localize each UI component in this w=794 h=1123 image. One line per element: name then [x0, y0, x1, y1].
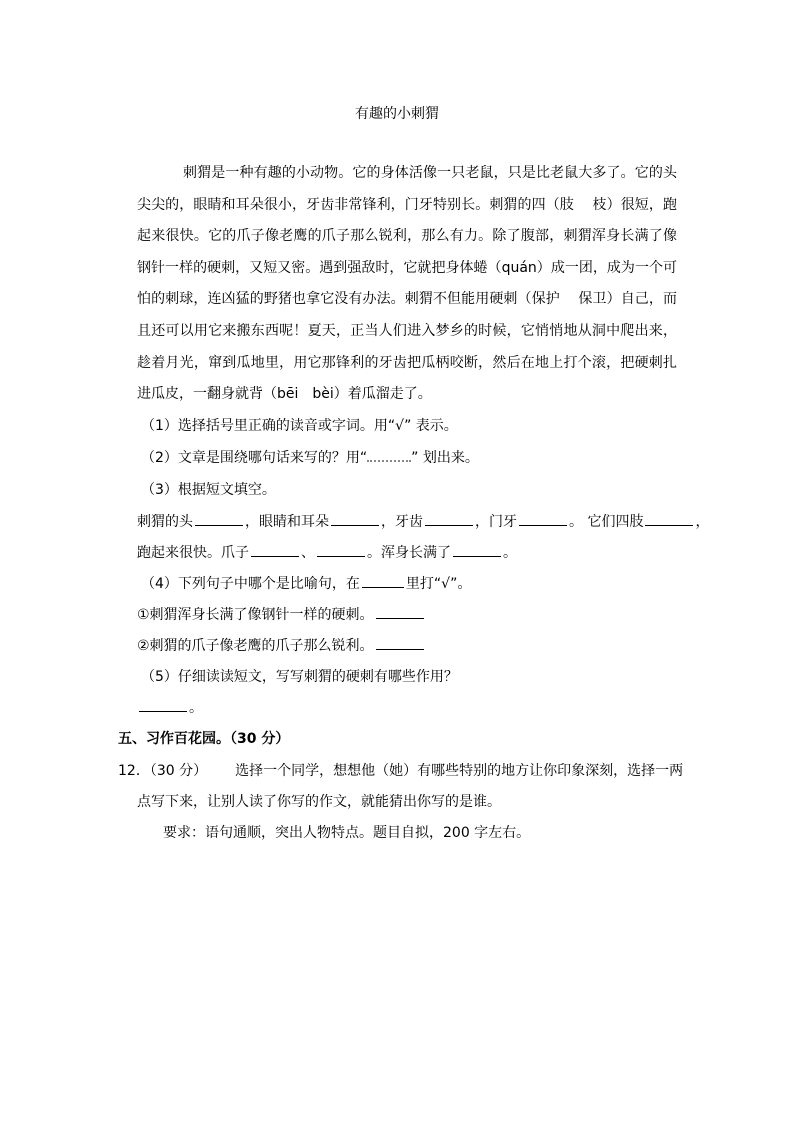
option-text: ①刺猬浑身长满了像钢针一样的硬刺。 — [137, 607, 374, 623]
fill-text: ，眼睛和耳朵 — [245, 514, 329, 530]
option-1 — [137, 604, 426, 624]
answer-blank[interactable] — [376, 637, 424, 650]
question-2-suffix: ” 划出来。 — [411, 450, 479, 466]
question-2 — [141, 447, 479, 467]
question-4-suffix: 里打“√”。 — [405, 576, 472, 592]
question-12-requirement: 要求：语句通顺，突出人物特点。题目自拟，200 字左右。 — [163, 825, 531, 841]
wavy-underline-mark — [367, 450, 411, 462]
passage-line: 起来很快。它的爪子像老鹰的爪子那么锐利，那么有力。除了腹部，刺猬浑身长满了像 — [137, 228, 677, 245]
passage-line: 进瓜皮，一翻身就背（bēi bèi）着瓜溜走了。 — [137, 386, 432, 403]
fill-text: 。 — [189, 700, 203, 716]
option-text: ②刺猬的爪子像老鹰的爪子那么锐利。 — [137, 638, 374, 654]
answer-blank[interactable] — [195, 513, 243, 526]
fill-line-2 — [137, 542, 517, 562]
question-5-answer — [137, 697, 203, 717]
passage-line: 趁着月光，窜到瓜地里，用它那锋利的牙齿把瓜柄咬断，然后在地上打个滚，把硬刺扎 — [137, 354, 677, 371]
answer-blank[interactable] — [362, 575, 404, 588]
section-heading: 五、习作百花园。（30 分） — [118, 731, 290, 747]
fill-text: 。 — [503, 545, 517, 561]
question-12 — [118, 760, 683, 780]
answer-blank[interactable] — [376, 606, 424, 619]
passage-paragraph — [137, 158, 677, 411]
question-3: （3）根据短文填空。 — [141, 482, 276, 498]
answer-blank[interactable] — [139, 699, 187, 712]
fill-text: ，牙齿 — [381, 514, 423, 530]
question-12-text: 选择一个同学，想想他（她）有哪些特别的地方让你印象深刻，选择一两 — [235, 763, 684, 779]
passage-line: 刺猬是一种有趣的小动物。它的身体活像一只老鼠，只是比老鼠大多了。它的头 — [183, 165, 677, 181]
question-5: （5）仔细读读短文，写写刺猬的硬刺有哪些作用？ — [141, 669, 458, 685]
question-number: 12．（30 分） — [118, 763, 208, 779]
question-4 — [141, 573, 471, 593]
passage-title: 有趣的小刺猬 — [355, 106, 439, 122]
passage-line: 且还可以用它来搬东西呢！夏天，正当人们进入梦乡的时候，它悄悄地从洞中爬出来， — [137, 322, 677, 339]
fill-text: 、 — [301, 545, 315, 561]
fill-text: 。浑身长满了 — [367, 545, 451, 561]
fill-line-1 — [137, 511, 709, 531]
answer-blank[interactable] — [331, 513, 379, 526]
passage-line: 钢针一样的硬刺，又短又密。遇到强敌时，它就把身体蜷（quán）成一团，成为一个可 — [137, 259, 677, 276]
fill-text: ，门牙 — [475, 514, 517, 530]
question-12-line-2: 点写下来，让别人读了你写的作文，就能猜出你写的是谁。 — [137, 794, 501, 810]
answer-blank[interactable] — [453, 544, 501, 557]
passage-line: 怕的刺球，连凶猛的野猪也拿它没有办法。刺猬不但能用硬刺（保护 保卫）自己，而 — [137, 291, 677, 308]
answer-blank[interactable] — [251, 544, 299, 557]
question-1: （1）选择括号里正确的读音或字词。用“√” 表示。 — [141, 418, 458, 434]
answer-blank[interactable] — [317, 544, 365, 557]
fill-text: 跑起来很快。爪子 — [137, 545, 249, 561]
question-2-text: （2）文章是围绕哪句话来写的？用“ — [141, 450, 368, 466]
answer-blank[interactable] — [519, 513, 567, 526]
answer-blank[interactable] — [645, 513, 693, 526]
passage-line: 尖尖的，眼睛和耳朵很小，牙齿非常锋利，门牙特别长。刺猬的四（肢 枝）很短，跑 — [137, 196, 677, 213]
fill-text: ， — [695, 514, 710, 530]
answer-blank[interactable] — [425, 513, 473, 526]
question-4-text: （4）下列句子中哪个是比喻句，在 — [141, 576, 360, 592]
fill-text: 。 它们四肢 — [569, 514, 644, 530]
fill-text: 刺猬的头 — [137, 514, 193, 530]
option-2 — [137, 635, 426, 655]
